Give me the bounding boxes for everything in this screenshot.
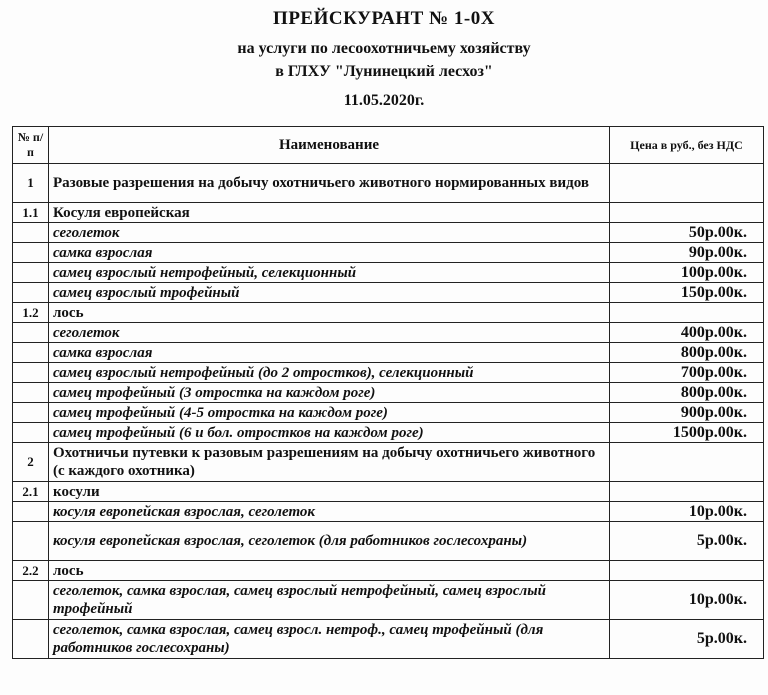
item-price: 700р.00к. <box>610 363 764 383</box>
row-number <box>13 323 49 343</box>
column-header-name: Наименование <box>49 127 610 164</box>
row-number <box>13 522 49 561</box>
item-price <box>610 203 764 223</box>
document-title: ПРЕЙСКУРАНТ № 1-0Х <box>273 8 495 29</box>
table-row <box>13 383 764 403</box>
item-name: самец взрослый трофейный <box>49 283 610 303</box>
item-name: косуля европейская взрослая, сеголеток <box>49 502 610 522</box>
table-header-row <box>13 127 764 164</box>
table-row <box>13 283 764 303</box>
item-price: 1500р.00к. <box>610 423 764 443</box>
item-price <box>610 561 764 581</box>
document-subtitle-line2: в ГЛХУ "Лунинецкий лесхоз" <box>275 63 493 80</box>
table-row <box>13 443 764 482</box>
item-name: самец трофейный (6 и бол. отростков на каждом роге) <box>49 423 610 443</box>
table-row <box>13 323 764 343</box>
item-price <box>610 164 764 203</box>
price-table-body <box>13 164 764 659</box>
item-price: 10р.00к. <box>610 581 764 620</box>
table-row <box>13 263 764 283</box>
row-number <box>13 403 49 423</box>
section-name: Косуля европейская <box>49 203 610 223</box>
table-row <box>13 581 764 620</box>
row-number <box>13 363 49 383</box>
table-row <box>13 164 764 203</box>
item-name: косуля европейская взрослая, сеголеток (для работников гослесохраны) <box>49 522 610 561</box>
item-price: 5р.00к. <box>610 620 764 659</box>
section-name: лось <box>49 561 610 581</box>
item-price: 90р.00к. <box>610 243 764 263</box>
table-row <box>13 423 764 443</box>
table-row <box>13 403 764 423</box>
item-name: самец трофейный (3 отростка на каждом роге) <box>49 383 610 403</box>
row-number: 1.2 <box>13 303 49 323</box>
section-name: лось <box>49 303 610 323</box>
item-name: самец трофейный (4-5 отростка на каждом роге) <box>49 403 610 423</box>
table-row <box>13 522 764 561</box>
table-row <box>13 203 764 223</box>
item-price: 400р.00к. <box>610 323 764 343</box>
section-name: Разовые разрешения на добычу охотничьего животного нормированных видов <box>49 164 610 203</box>
row-number: 1 <box>13 164 49 203</box>
row-number <box>13 343 49 363</box>
item-price <box>610 482 764 502</box>
table-row <box>13 482 764 502</box>
item-price: 150р.00к. <box>610 283 764 303</box>
item-price <box>610 443 764 482</box>
table-row <box>13 243 764 263</box>
document-subtitle-line1: на услуги по лесоохотничьему хозяйству <box>237 40 531 57</box>
row-number <box>13 620 49 659</box>
item-price: 800р.00к. <box>610 343 764 363</box>
item-name: сеголеток, самка взрослая, самец взрослый нетрофейный, самец взрослый трофейный <box>49 581 610 620</box>
item-price: 900р.00к. <box>610 403 764 423</box>
item-price: 100р.00к. <box>610 263 764 283</box>
item-name: сеголеток <box>49 223 610 243</box>
item-name: самец взрослый нетрофейный (до 2 отростков), селекционный <box>49 363 610 383</box>
table-row <box>13 561 764 581</box>
item-name: сеголеток <box>49 323 610 343</box>
table-row <box>13 223 764 243</box>
row-number <box>13 263 49 283</box>
item-name: самка взрослая <box>49 343 610 363</box>
column-header-number: № п/п <box>13 127 49 164</box>
column-header-price: Цена в руб., без НДС <box>610 127 764 164</box>
row-number <box>13 502 49 522</box>
row-number <box>13 423 49 443</box>
row-number <box>13 283 49 303</box>
table-row <box>13 363 764 383</box>
item-name: сеголеток, самка взрослая, самец взросл. нетроф., самец трофейный (для работников гослесохраны) <box>49 620 610 659</box>
table-row <box>13 343 764 363</box>
item-price: 10р.00к. <box>610 502 764 522</box>
item-price: 50р.00к. <box>610 223 764 243</box>
item-name: самка взрослая <box>49 243 610 263</box>
row-number <box>13 383 49 403</box>
row-number <box>13 243 49 263</box>
row-number <box>13 581 49 620</box>
item-price: 5р.00к. <box>610 522 764 561</box>
row-number <box>13 223 49 243</box>
row-number: 2.1 <box>13 482 49 502</box>
table-row <box>13 303 764 323</box>
table-row <box>13 620 764 659</box>
row-number: 1.1 <box>13 203 49 223</box>
section-name: Охотничьи путевки к разовым разрешениям на добычу охотничьего животного (с каждого охотника) <box>49 443 610 482</box>
price-table <box>12 126 764 659</box>
section-name: косули <box>49 482 610 502</box>
item-price <box>610 303 764 323</box>
item-price: 800р.00к. <box>610 383 764 403</box>
item-name: самец взрослый нетрофейный, селекционный <box>49 263 610 283</box>
document-date: 11.05.2020г. <box>343 92 425 109</box>
table-row <box>13 502 764 522</box>
row-number: 2 <box>13 443 49 482</box>
row-number: 2.2 <box>13 561 49 581</box>
